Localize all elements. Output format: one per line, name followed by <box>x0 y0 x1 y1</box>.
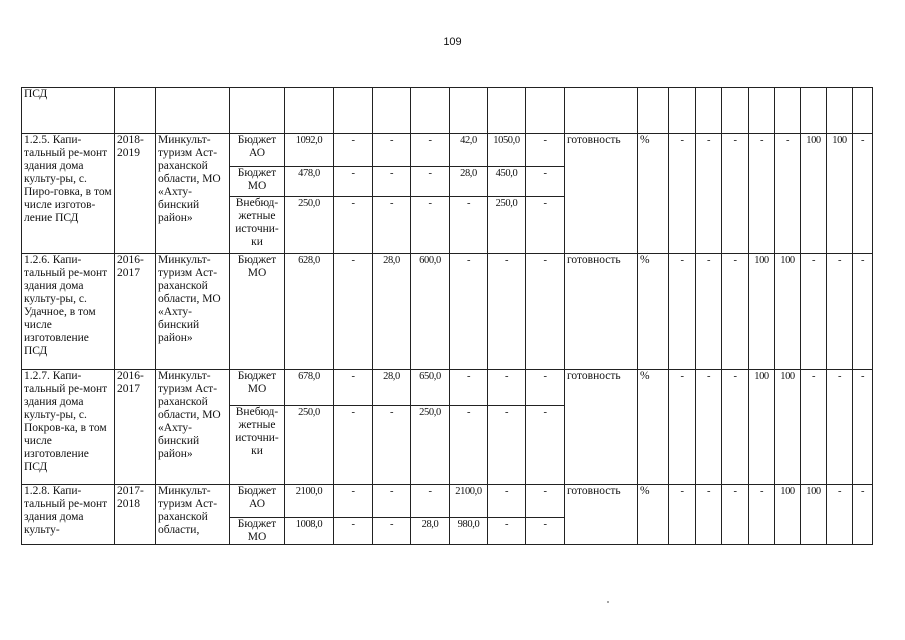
target-cell: - <box>827 485 853 545</box>
funding-source: Внебюд-жетные источни-ки <box>230 406 285 485</box>
amount-cell: 478,0 <box>285 167 334 197</box>
table-row <box>22 485 873 518</box>
amount-cell: 1008,0 <box>285 518 334 545</box>
amount-cell: - <box>526 370 565 406</box>
target-cell: - <box>775 134 801 254</box>
amount-cell: - <box>334 485 373 518</box>
target-cell: - <box>853 134 873 254</box>
years: 2017-2018 <box>115 485 156 545</box>
scan-speck <box>607 601 609 603</box>
amount-cell: 2100,0 <box>450 485 488 518</box>
amount-cell: - <box>411 167 450 197</box>
amount-cell: 250,0 <box>285 197 334 254</box>
target-cell: - <box>827 254 853 370</box>
amount-cell: - <box>411 134 450 167</box>
amount-cell: - <box>334 134 373 167</box>
amount-cell: - <box>450 197 488 254</box>
target-cell: - <box>749 134 775 254</box>
target-cell: - <box>722 485 749 545</box>
target-cell: - <box>669 254 696 370</box>
executor: Минкульт-туризм Аст-раханской области, <box>156 485 230 545</box>
target-cell: - <box>696 134 722 254</box>
amount-cell: - <box>334 406 373 485</box>
amount-cell: - <box>526 167 565 197</box>
measure-name: 1.2.8. Капи-тальный ре-монт здания дома культу- <box>22 485 115 545</box>
target-cell: - <box>749 485 775 545</box>
amount-cell: 628,0 <box>285 254 334 370</box>
amount-cell: - <box>488 518 526 545</box>
target-cell: - <box>801 370 827 485</box>
target-cell: - <box>722 134 749 254</box>
unit: % <box>638 134 669 254</box>
target-cell: - <box>722 254 749 370</box>
amount-cell: 600,0 <box>411 254 450 370</box>
measure-name: 1.2.6. Капи-тальный ре-монт здания дома культу-ры, с. Удачное, в том числе изготовление ПСД <box>22 254 115 370</box>
indicator: готовность <box>565 254 638 370</box>
amount-cell: 980,0 <box>450 518 488 545</box>
amount-cell: - <box>450 406 488 485</box>
target-cell: - <box>827 370 853 485</box>
amount-cell: 28,0 <box>450 167 488 197</box>
amount-cell: - <box>526 134 565 167</box>
target-cell: 100 <box>801 134 827 254</box>
amount-cell: - <box>488 406 526 485</box>
amount-cell: 678,0 <box>285 370 334 406</box>
amount-cell: 2100,0 <box>285 485 334 518</box>
executor: Минкульт-туризм Аст-раханской области, МО «Ахту-бинский район» <box>156 134 230 254</box>
amount-cell: - <box>373 406 411 485</box>
amount-cell: - <box>373 485 411 518</box>
page-number: 109 <box>443 36 462 48</box>
amount-cell: - <box>334 370 373 406</box>
funding-source: Бюджет МО <box>230 167 285 197</box>
target-cell: 100 <box>775 485 801 545</box>
table-row <box>22 134 873 167</box>
unit: % <box>638 370 669 485</box>
funding-source: Бюджет АО <box>230 485 285 518</box>
amount-cell: 28,0 <box>411 518 450 545</box>
amount-cell: 28,0 <box>373 254 411 370</box>
table-body <box>22 88 873 545</box>
funding-source: Бюджет МО <box>230 254 285 370</box>
target-cell: 100 <box>749 254 775 370</box>
executor: Минкульт-туризм Аст-раханской области, МО «Ахту-бинский район» <box>156 370 230 485</box>
measure-name: 1.2.5. Капи-тальный ре-монт здания дома культу-ры, с. Пиро-говка, в том числе изготов-ление ПСД <box>22 134 115 254</box>
indicator: готовность <box>565 485 638 545</box>
funding-source: Бюджет МО <box>230 518 285 545</box>
amount-cell: 42,0 <box>450 134 488 167</box>
target-cell: - <box>853 254 873 370</box>
amount-cell: - <box>526 254 565 370</box>
years: 2016-2017 <box>115 370 156 485</box>
target-cell: - <box>696 254 722 370</box>
amount-cell: - <box>526 485 565 518</box>
amount-cell: - <box>450 370 488 406</box>
header-row <box>22 88 873 134</box>
target-cell: - <box>696 485 722 545</box>
target-cell: 100 <box>749 370 775 485</box>
target-cell: - <box>801 254 827 370</box>
amount-cell: - <box>411 485 450 518</box>
target-cell: 100 <box>801 485 827 545</box>
amount-cell: - <box>526 197 565 254</box>
target-cell: - <box>722 370 749 485</box>
target-cell: - <box>696 370 722 485</box>
amount-cell: - <box>373 134 411 167</box>
target-cell: 100 <box>775 254 801 370</box>
amount-cell: - <box>488 485 526 518</box>
amount-cell: - <box>488 254 526 370</box>
amount-cell: 1092,0 <box>285 134 334 167</box>
target-cell: - <box>669 370 696 485</box>
years: 2018-2019 <box>115 134 156 254</box>
funding-source: Бюджет АО <box>230 134 285 167</box>
target-cell: - <box>669 134 696 254</box>
amount-cell: 250,0 <box>488 197 526 254</box>
amount-cell: - <box>526 406 565 485</box>
amount-cell: - <box>411 197 450 254</box>
amount-cell: - <box>334 167 373 197</box>
target-cell: 100 <box>775 370 801 485</box>
years: 2016-2017 <box>115 254 156 370</box>
amount-cell: - <box>450 254 488 370</box>
amount-cell: 28,0 <box>373 370 411 406</box>
amount-cell: - <box>488 370 526 406</box>
table-row <box>22 254 873 370</box>
amount-cell: 250,0 <box>285 406 334 485</box>
indicator: готовность <box>565 370 638 485</box>
table-row <box>22 370 873 406</box>
amount-cell: 250,0 <box>411 406 450 485</box>
indicator: готовность <box>565 134 638 254</box>
target-cell: - <box>853 485 873 545</box>
amount-cell: - <box>334 197 373 254</box>
amount-cell: - <box>373 197 411 254</box>
measure-name: 1.2.7. Капи-тальный ре-монт здания дома культу-ры, с. Покров-ка, в том числе изготовление ПСД <box>22 370 115 485</box>
target-cell: - <box>853 370 873 485</box>
amount-cell: 1050,0 <box>488 134 526 167</box>
amount-cell: 650,0 <box>411 370 450 406</box>
unit: % <box>638 485 669 545</box>
funding-source: Бюджет МО <box>230 370 285 406</box>
amount-cell: 450,0 <box>488 167 526 197</box>
amount-cell: - <box>373 518 411 545</box>
amount-cell: - <box>373 167 411 197</box>
cell-name: ПСД <box>22 88 115 134</box>
amount-cell: - <box>526 518 565 545</box>
amount-cell: - <box>334 254 373 370</box>
unit: % <box>638 254 669 370</box>
program-table <box>21 87 873 545</box>
amount-cell: - <box>334 518 373 545</box>
target-cell: 100 <box>827 134 853 254</box>
target-cell: - <box>669 485 696 545</box>
executor: Минкульт-туризм Аст-раханской области, МО «Ахту-бинский район» <box>156 254 230 370</box>
funding-source: Внебюд-жетные источни-ки <box>230 197 285 254</box>
